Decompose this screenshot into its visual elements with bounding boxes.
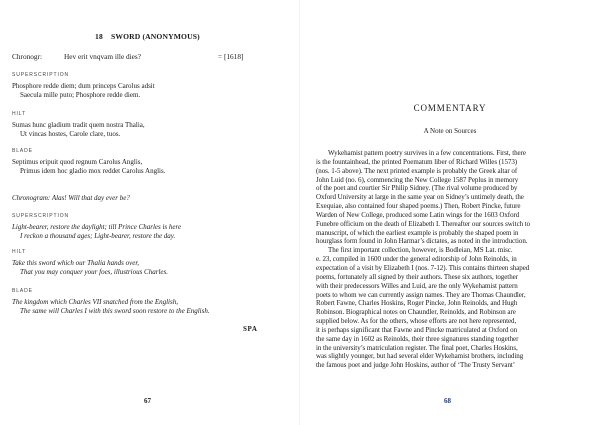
body-line: Warden of New College, produced some Latin wings for the 1603 Oxford bbox=[316, 210, 520, 219]
latin-superscription bbox=[12, 71, 282, 99]
verse-line: Light-bearer, restore the daylight; till Prince Charles is here bbox=[12, 222, 182, 231]
body-line: is the fountainhead, the printed Poematum liber of Richard Willes (1573) bbox=[316, 157, 518, 166]
body-line: The first important collection, however, is Bodleian, MS Lat. misc. bbox=[328, 246, 513, 255]
verse-line: Take this sword which our Thalia hands over, bbox=[12, 258, 140, 267]
verse-line: Saecula mille puto; Phosphore redde diem. bbox=[20, 90, 141, 99]
verse-line: I reckon a thousand ages; Light-bearer, restore the day. bbox=[20, 231, 176, 240]
body-line: e. 23, compiled in 1600 under the general editorship of John Reinolds, in bbox=[316, 255, 517, 264]
verse-line: Septimus eripuit quod regnum Carolus Anglis, bbox=[12, 157, 143, 166]
verse-line: That you may conquer your foes, illustrious Charles. bbox=[20, 267, 168, 276]
body-line: supplied below. As for the others, whose efforts are not here represented, bbox=[316, 317, 517, 326]
chronogram-date: = [1618] bbox=[218, 52, 244, 61]
body-line: (nos. 1-5 above). The next printed example is probably the Greek altar of bbox=[316, 166, 518, 175]
body-line: Wykehamist pattern poetry survives in a few concentrations. First, there bbox=[328, 149, 526, 157]
body-line: the famous poet and judge John Hoskins, author of ‘The Trusty Servant’ bbox=[316, 361, 516, 370]
translation-hilt bbox=[12, 248, 282, 276]
translation-blade bbox=[12, 287, 282, 315]
section-label: SUPERSCRIPTION bbox=[12, 213, 70, 219]
translation-chronogram: Chronogram: Alas! Will that day ever be? bbox=[12, 194, 130, 202]
body-line: in the university’s matriculation register. The final poet, Charles Hoskins, bbox=[316, 343, 518, 352]
translation-superscription bbox=[12, 212, 282, 240]
latin-blade bbox=[12, 147, 282, 175]
body-line: it is perhaps significant that Fawne and Pincke matriculated at Oxford on bbox=[316, 325, 518, 334]
poem-heading bbox=[95, 32, 200, 41]
body-line: John Luid (no. 6), commencing the New College 1587 Peplus in memory bbox=[316, 175, 519, 184]
body-line: Robert Fawne, Charles Hoskins, Roger Pincke, John Reinolds, and Hugh bbox=[316, 299, 518, 308]
section-marker: SPA bbox=[243, 325, 258, 333]
body-line: Oxford University at large in the same year on Sidney’s untimely death, the bbox=[316, 193, 524, 202]
latin-hilt bbox=[12, 110, 282, 138]
commentary-body bbox=[316, 149, 586, 370]
body-line: hourglass form found in John Harmar’s dictates, as noted in the introduction. bbox=[316, 237, 528, 246]
body-line: poets to whom we can currently assign names. They are Thomas Chaundler, bbox=[316, 290, 526, 299]
section-label: HILT bbox=[12, 111, 27, 117]
body-line: poems, fortunately all signed by their authors. These six authors, together bbox=[316, 272, 518, 281]
page-number-right[interactable]: 68 bbox=[444, 397, 451, 405]
commentary-title: COMMENTARY bbox=[413, 103, 487, 113]
verse-line: The kingdom which Charles VII snatched from the English, bbox=[12, 297, 178, 306]
body-line: with their predecessors Willes and Luid, are the only Wykehamist pattern bbox=[316, 281, 518, 290]
verse-line: The same will Charles I with this sword soon restore to the English. bbox=[20, 306, 210, 315]
chronogram-label: Chronogr: bbox=[12, 52, 42, 61]
section-label: HILT bbox=[12, 249, 27, 255]
section-label: BLADE bbox=[12, 148, 33, 154]
verse-line: Ut vincas hostes, Carole clare, tuos. bbox=[20, 129, 121, 138]
body-line: the same day in 1602 as Reinolds, their three signatures standing together bbox=[316, 334, 519, 343]
verse-line: Primus idem hoc gladio mox reddet Carolus Anglis. bbox=[20, 166, 166, 175]
poem-number: 18 bbox=[95, 32, 103, 41]
body-line: Exequiae, also contained four shaped poems.) Then, Robert Pincke, future bbox=[316, 202, 521, 211]
note-title: A Note on Sources bbox=[423, 127, 477, 135]
right-page bbox=[300, 0, 600, 425]
page-number-left: 67 bbox=[144, 397, 151, 405]
poem-title: SWORD (ANONYMOUS) bbox=[110, 32, 200, 41]
body-line: was slightly younger, but had several elder Wykehamist brothers, including bbox=[316, 352, 524, 361]
body-line: expectation of a visit by Elizabeth I (nos. 7-12). This contains thirteen shaped bbox=[316, 263, 530, 272]
chronogram-text: Hev erit vnqvam ille dies? bbox=[64, 52, 141, 61]
body-line: Funebre officium on the death of Elizabeth I. Thereafter our sources switch to bbox=[316, 219, 531, 228]
verse-line: Sumas hunc gladium tradit quem nostra Thalia, bbox=[12, 120, 145, 129]
verse-line: Phosphore redde diem; dum princeps Carolus adsit bbox=[12, 81, 155, 90]
body-line: Robinson. Biographical notes on Chaundler, Reinolds, and Robinson are bbox=[316, 308, 516, 317]
body-line: manuscript, of which the earliest example is probably the shaped poem in bbox=[316, 228, 519, 237]
section-label: BLADE bbox=[12, 288, 33, 294]
section-label: SUPERSCRIPTION bbox=[12, 72, 70, 78]
body-line: of the poet and courtier Sir Philip Sidney. (The rival volume produced by bbox=[316, 184, 518, 193]
